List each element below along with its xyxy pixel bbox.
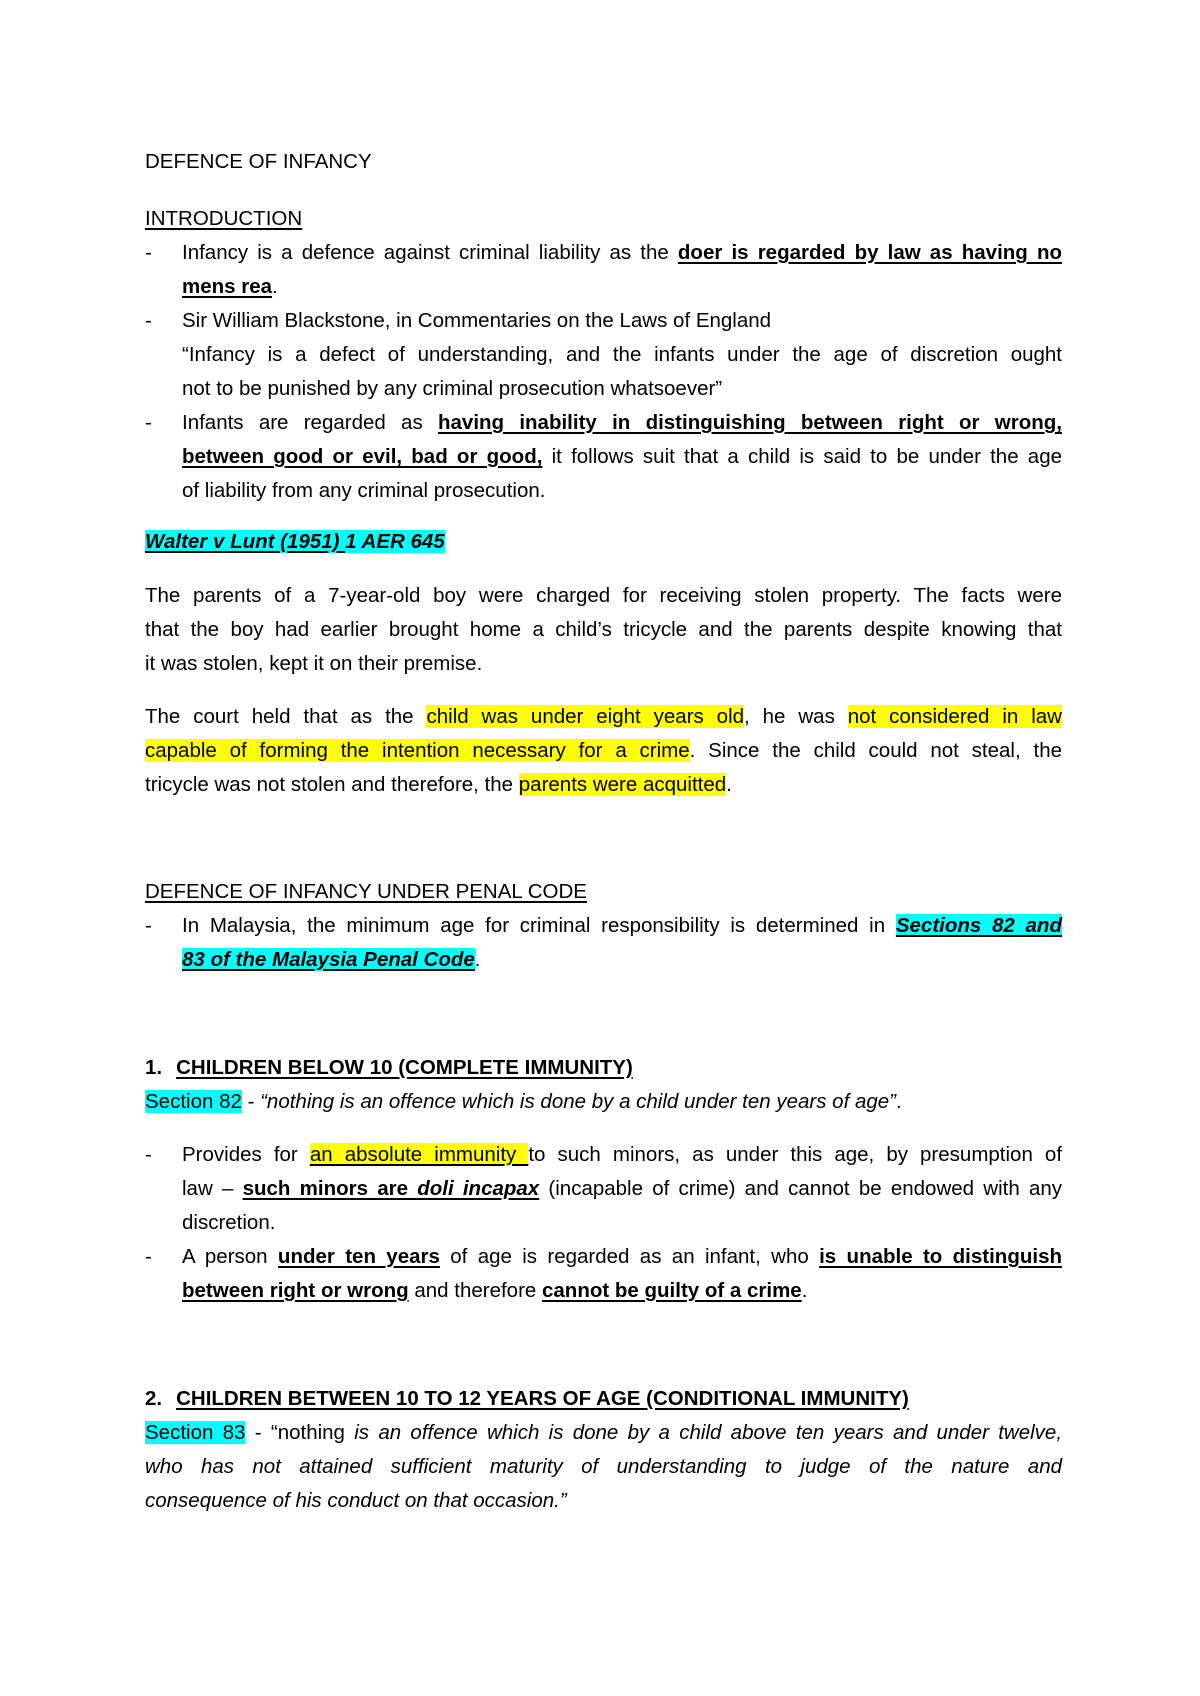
section-82-quote: Section 82 - “nothing is an offence which is done by a child under ten years of age”. bbox=[145, 1090, 902, 1113]
underlined-phrase: doer is regarded by law as having no bbox=[677, 241, 1063, 264]
case-citation-highlight: Walter v Lunt (1951) 1 AER 645 bbox=[145, 530, 445, 553]
s1-bullet-1-line-1: Provides for an absolute immunity to such minors, as under this age, by presumption of bbox=[182, 1143, 1063, 1166]
intro-bullet-2-line-1: Sir William Blackstone, in Commentaries on the Laws of England bbox=[182, 309, 772, 332]
case-citation bbox=[145, 528, 445, 555]
case-held-line-1: The court held that as the child was under eight years old, he was not considered in law bbox=[145, 705, 1062, 728]
blackstone-quote-line-2: not to be punished by any criminal prosecution whatsoever” bbox=[182, 377, 723, 400]
s1-bullet-2-line-2: between right or wrong and therefore cannot be guilty of a crime. bbox=[182, 1279, 808, 1302]
underlined-phrase: such minors are doli incapax bbox=[242, 1177, 540, 1200]
s1-bullet-1-line-3: discretion. bbox=[182, 1211, 276, 1234]
highlight: 83 of the Malaysia Penal Code bbox=[182, 948, 475, 971]
highlight: Section 82 bbox=[145, 1090, 242, 1113]
section-83-quote-line-1: Section 83 - “nothing is an offence which is done by a child above ten years and under twelve, bbox=[145, 1421, 1063, 1444]
highlight: Section 83 bbox=[145, 1421, 246, 1444]
case-facts-line-1: The parents of a 7-year-old boy were charged for receiving stolen property. The facts were bbox=[145, 584, 1062, 607]
penal-code-heading: DEFENCE OF INFANCY UNDER PENAL CODE bbox=[145, 880, 587, 903]
underlined-phrase: under ten years bbox=[277, 1245, 440, 1268]
highlight: an absolute immunity bbox=[309, 1143, 529, 1166]
penal-bullet-line-1: In Malaysia, the minimum age for criminal responsibility is determined in Sections 82 and bbox=[182, 914, 1062, 937]
highlight: parents were acquitted bbox=[518, 773, 727, 796]
intro-bullet-3-line-1: Infants are regarded as having inability in distinguishing between right or wrong, bbox=[182, 411, 1062, 434]
underlined-phrase: mens rea bbox=[182, 275, 273, 298]
underlined-phrase: cannot be guilty of a crime bbox=[542, 1279, 802, 1302]
underlined-phrase: between right or wrong bbox=[182, 1279, 409, 1302]
case-facts-line-2: that the boy had earlier brought home a child’s tricycle and the parents despite knowing that bbox=[145, 618, 1062, 641]
section-2-heading: 2. CHILDREN BETWEEN 10 TO 12 YEARS OF AGE (CONDITIONAL IMMUNITY) bbox=[145, 1387, 909, 1410]
case-held-line-3: tricycle was not stolen and therefore, the parents were acquitted. bbox=[145, 773, 732, 796]
bullet-dash: - bbox=[145, 309, 152, 332]
section-1-heading: 1. CHILDREN BELOW 10 (COMPLETE IMMUNITY) bbox=[145, 1056, 633, 1079]
section-83-quote-line-3: consequence of his conduct on that occasion.” bbox=[145, 1489, 567, 1512]
intro-bullet-3-line-3: of liability from any criminal prosecution. bbox=[182, 479, 546, 502]
highlight: not considered in law bbox=[847, 705, 1062, 728]
bullet-dash: - bbox=[145, 411, 152, 434]
underlined-phrase: is unable to distinguish bbox=[819, 1245, 1062, 1268]
blackstone-quote-line-1: “Infancy is a defect of understanding, and the infants under the age of discretion ought bbox=[182, 343, 1062, 366]
case-held-line-2: capable of forming the intention necessary for a crime. Since the child could not steal, the bbox=[145, 739, 1062, 762]
intro-bullet-3-line-2: between good or evil, bad or good, it follows suit that a child is said to be under the age bbox=[182, 445, 1062, 468]
penal-bullet-line-2: 83 of the Malaysia Penal Code. bbox=[182, 948, 481, 971]
highlight: child was under eight years old bbox=[426, 705, 745, 728]
highlight: capable of forming the intention necessary for a crime bbox=[145, 739, 690, 762]
bullet-dash: - bbox=[145, 241, 152, 264]
highlight: Sections 82 and bbox=[895, 914, 1062, 937]
intro-bullet-1-line-1: Infancy is a defence against criminal liability as the doer is regarded by law as having no bbox=[182, 241, 1063, 264]
section-83-quote-line-2: who has not attained sufficient maturity of understanding to judge of the nature and bbox=[145, 1455, 1062, 1478]
s1-bullet-1-line-2: law – such minors are doli incapax (incapable of crime) and cannot be endowed with any bbox=[182, 1177, 1062, 1200]
intro-heading: INTRODUCTION bbox=[145, 207, 303, 230]
intro-bullet-1-line-2: mens rea. bbox=[182, 275, 278, 298]
document-title: DEFENCE OF INFANCY bbox=[145, 150, 372, 173]
s1-bullet-2-line-1: A person under ten years of age is regarded as an infant, who is unable to distinguish bbox=[182, 1245, 1062, 1268]
bullet-dash: - bbox=[145, 914, 152, 937]
bullet-dash: - bbox=[145, 1143, 152, 1166]
underlined-phrase: between good or evil, bad or good, bbox=[182, 445, 543, 468]
underlined-phrase: having inability in distinguishing between right or wrong, bbox=[438, 411, 1062, 434]
case-facts-line-3: it was stolen, kept it on their premise. bbox=[145, 652, 483, 675]
bullet-dash: - bbox=[145, 1245, 152, 1268]
